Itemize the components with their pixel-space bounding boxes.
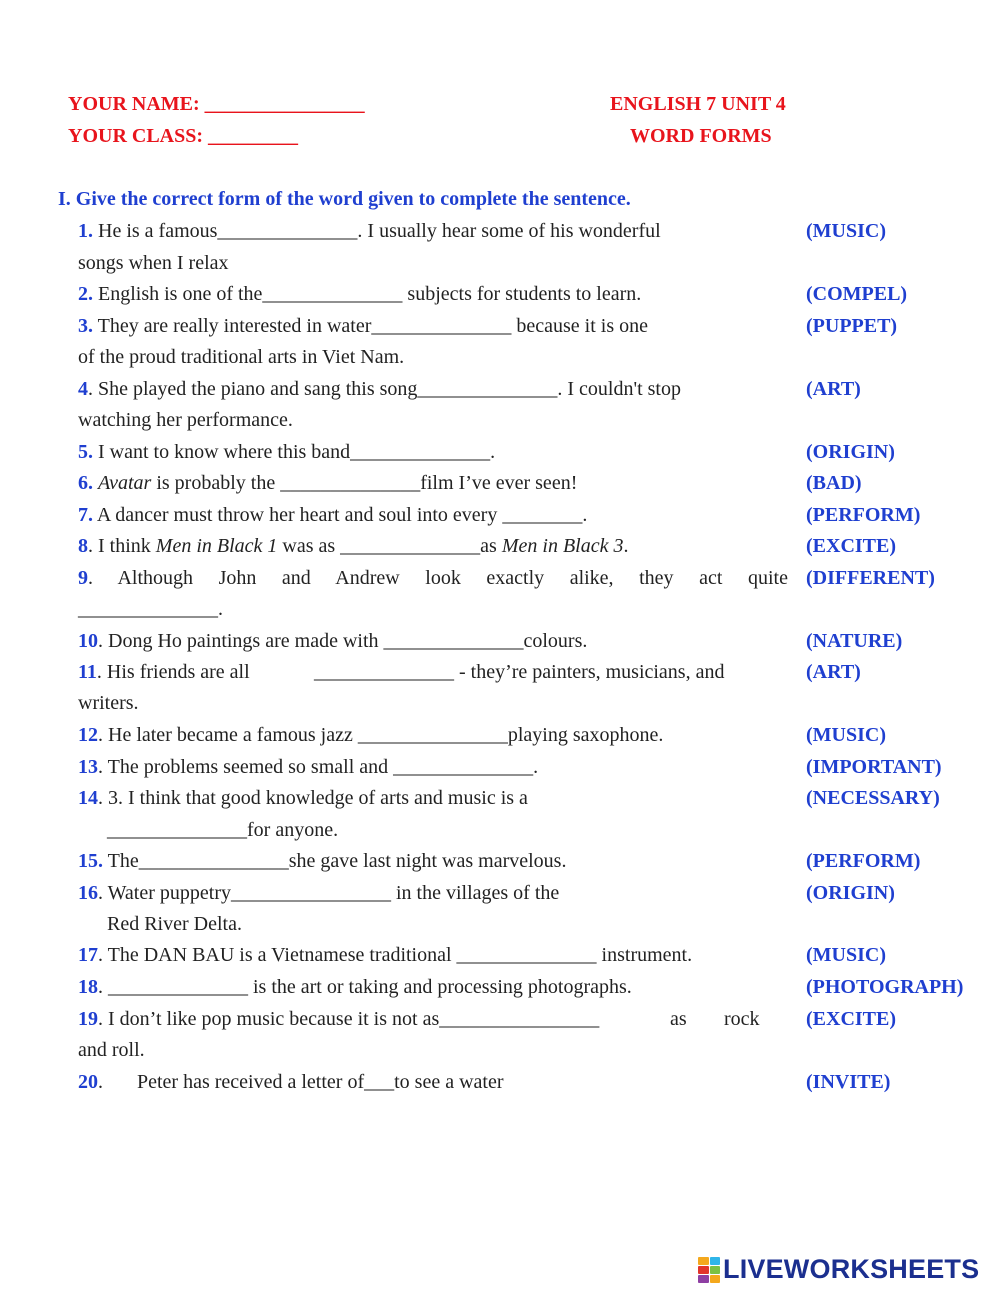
word-clue: (PERFORM) — [806, 850, 921, 872]
question-text: to see a water — [394, 1071, 504, 1093]
question-5 — [78, 441, 495, 464]
question-text: . He later became a famous jazz _______________playing saxophone. — [98, 724, 664, 746]
word-clue: (ART) — [806, 378, 861, 400]
question-1 — [78, 220, 661, 243]
question-19 — [78, 1008, 599, 1031]
question-number: 12 — [78, 724, 98, 746]
question-text: The_______________she gave last night was marvelous. — [107, 850, 567, 872]
word-clue: (DIFFERENT) — [806, 567, 935, 589]
word-clue: (EXCITE) — [806, 535, 897, 557]
word-clue: (IMPORTANT) — [806, 756, 942, 778]
question-2 — [78, 283, 641, 306]
question-text: . The DAN BAU is a Vietnamese traditional ______________ instrument. — [98, 944, 693, 966]
question-3 — [78, 315, 648, 338]
question-text: A dancer must throw her heart and soul into every ________. — [96, 504, 588, 526]
unit-title: ENGLISH 7 UNIT 4 — [610, 93, 786, 115]
word-clue: (PUPPET) — [806, 315, 898, 337]
question-number: 16 — [78, 882, 98, 904]
question-text: . 3. I think that good knowledge of arts and music is a — [98, 787, 528, 809]
question-text: They are really interested in water______________ because it is one — [97, 315, 649, 337]
question-14-cont: ______________for anyone. — [107, 819, 339, 841]
word-clue: (PERFORM) — [806, 504, 921, 526]
question-10 — [78, 630, 587, 653]
word-clue: (MUSIC) — [806, 724, 886, 746]
word-clue: (MUSIC) — [806, 944, 886, 966]
question-4-cont: watching her performance. — [78, 409, 293, 431]
question-text: Peter has received a letter of — [137, 1071, 365, 1093]
question-14 — [78, 787, 528, 810]
word-clue: (PHOTOGRAPH) — [806, 976, 964, 998]
answer-blank[interactable]: ________________ — [439, 1008, 600, 1030]
question-1-cont: songs when I relax — [78, 252, 229, 274]
question-9-cont: ______________. — [78, 598, 223, 620]
question-number: 14 — [78, 787, 98, 809]
question-12 — [78, 724, 663, 747]
question-text: English is one of the______________ subjects for students to learn. — [98, 283, 642, 305]
question-11-blank-part: ______________ - they’re painters, musicians, and — [314, 661, 725, 683]
question-8 — [78, 535, 628, 558]
question-16-cont: Red River Delta. — [107, 913, 242, 935]
question-text: He is a famous______________. I usually hear some of his wonderful — [98, 220, 661, 242]
question-19-cont: and roll. — [78, 1039, 145, 1061]
question-number: 18 — [78, 976, 98, 998]
question-number: 6. — [78, 472, 93, 494]
word-clue: (MUSIC) — [806, 220, 886, 242]
question-11-cont: writers. — [78, 692, 139, 714]
question-number: 17 — [78, 944, 98, 966]
word-clue: (COMPEL) — [806, 283, 908, 305]
class-field-label: YOUR CLASS: _________ — [68, 125, 299, 147]
question-text: was as ______________as — [282, 535, 497, 557]
question-19-rock: rock — [724, 1008, 760, 1030]
question-7 — [78, 504, 587, 527]
question-text: . The problems seemed so small and ______________. — [98, 756, 539, 778]
question-20 — [78, 1071, 103, 1094]
question-number: 19 — [78, 1008, 98, 1030]
question-number: 20 — [78, 1071, 98, 1093]
question-4 — [78, 378, 681, 401]
answer-blank[interactable]: ___ — [364, 1071, 395, 1093]
question-number: 11 — [78, 661, 97, 683]
word-clue: (ORIGIN) — [806, 441, 895, 463]
film-title: Men in Black 3 — [501, 535, 624, 557]
question-text: is probably the ______________film I’ve ever seen! — [156, 472, 578, 494]
question-number: 10 — [78, 630, 98, 652]
question-number: 8 — [78, 535, 88, 557]
question-19-as: as — [670, 1008, 687, 1030]
topic-title: WORD FORMS — [630, 125, 772, 147]
question-text: . ______________ is the art or taking and processing photographs. — [98, 976, 632, 998]
question-11 — [78, 661, 250, 684]
question-text: . Although John and Andrew look exactly alike, they act quite — [88, 567, 788, 589]
section-title: I. Give the correct form of the word given to complete the sentence. — [58, 188, 631, 210]
word-clue: (BAD) — [806, 472, 862, 494]
question-text: . — [98, 1071, 103, 1093]
word-clue: (NECESSARY) — [806, 787, 940, 809]
question-number: 3. — [78, 315, 93, 337]
question-number: 4 — [78, 378, 88, 400]
question-text: . I don’t like pop music because it is not as — [98, 1008, 440, 1030]
word-clue: (INVITE) — [806, 1071, 891, 1093]
question-number: 13 — [78, 756, 98, 778]
question-13 — [78, 756, 538, 779]
logo-icon — [698, 1257, 720, 1283]
question-number: 7. — [78, 504, 93, 526]
question-number: 5. — [78, 441, 93, 463]
question-number: 15. — [78, 850, 103, 872]
question-text: . Dong Ho paintings are made with ______________colours. — [98, 630, 588, 652]
question-3-cont: of the proud traditional arts in Viet Nam. — [78, 346, 405, 368]
film-title: Men in Black 1 — [155, 535, 278, 557]
question-18 — [78, 976, 632, 999]
question-text: . Water puppetry________________ in the villages of the — [98, 882, 560, 904]
question-number: 9 — [78, 567, 88, 589]
question-text: . I think — [88, 535, 151, 557]
name-field-label: YOUR NAME: ________________ — [68, 93, 365, 115]
word-clue: (NATURE) — [806, 630, 903, 652]
word-clue: (ORIGIN) — [806, 882, 895, 904]
question-20-text — [137, 1071, 504, 1094]
question-17 — [78, 944, 692, 967]
question-text: . His friends are all — [96, 661, 250, 683]
question-16 — [78, 882, 559, 905]
question-15 — [78, 850, 566, 873]
logo-text: LIVEWORKSHEETS — [723, 1254, 980, 1284]
question-9 — [78, 567, 788, 590]
film-title: Avatar — [98, 472, 152, 494]
question-text: . — [623, 535, 629, 557]
question-number: 2. — [78, 283, 93, 305]
question-6 — [78, 472, 577, 495]
question-text: . She played the piano and sang this song______________. I couldn't stop — [88, 378, 681, 400]
word-clue: (ART) — [806, 661, 861, 683]
question-text: I want to know where this band______________. — [98, 441, 496, 463]
question-number: 1. — [78, 220, 93, 242]
liveworksheets-logo — [698, 1254, 979, 1285]
word-clue: (EXCITE) — [806, 1008, 897, 1030]
